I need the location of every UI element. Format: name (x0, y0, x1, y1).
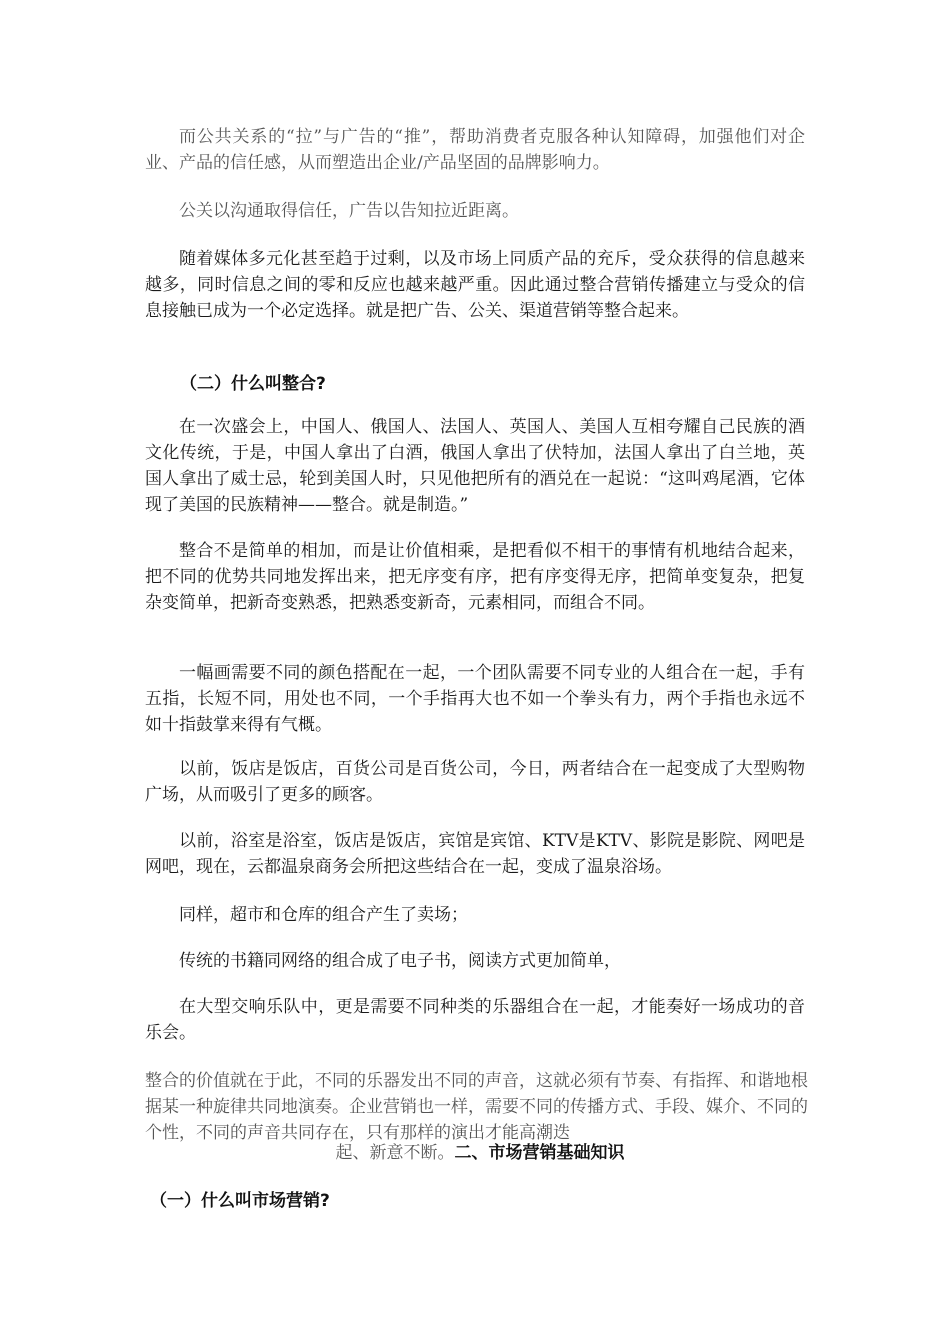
paragraph-media-diversity: 随着媒体多元化甚至趋于过剩，以及市场上同质产品的充斥，受众获得的信息越来越多，同时信息之间的零和反应也越来越严重。因此通过整合营销传播建立与受众的信息接触已成为一个必定选择。就是把广告、公关、渠道营销等整合起来。 (145, 249, 805, 321)
section-heading-what-is-integration: （二）什么叫整合? (180, 374, 326, 394)
paragraph-hot-spring: 以前，浴室是浴室，饭店是饭店，宾馆是宾馆、KTV是KTV、影院是影院、网吧是网吧，现在，云都温泉商务会所把这些结合在一起，变成了温泉浴场。 (145, 831, 805, 877)
paragraph-integration-value: 整合的价值就在于此，不同的乐器发出不同的声音，这就必须有节奏、有指挥、和谐地根据某一种旋律共同地演奏。企业营销也一样，需要不同的传播方式、手段、媒介、不同的个性，不同的声音共同存在，只有那样的演出才能高潮迭 (145, 1071, 808, 1143)
paragraph-cocktail-story: 在一次盛会上，中国人、俄国人、法国人、英国人、美国人互相夸耀自己民族的酒文化传统，于是，中国人拿出了白酒，俄国人拿出了伏特加，法国人拿出了白兰地，英国人拿出了威士忌，轮到美国人时，只见他把所有的酒兑在一起说：“这叫鸡尾酒，它体现了美国的民族精神——整合。就是制造。” (145, 417, 805, 515)
paragraph-integration-definition: 整合不是简单的相加，而是让价值相乘，是把看似不相干的事情有机地结合起来，把不同的优势共同地发挥出来，把无序变有序，把有序变得无序，把简单变复杂，把复杂变简单，把新奇变熟悉，把熟悉变新奇，元素相同，而组合不同。 (145, 541, 805, 613)
paragraph-pr-summary: 公关以沟通取得信任，广告以告知拉近距离。 (179, 201, 519, 221)
chapter-heading-marketing-basics: 二、市场营销基础知识 (454, 1143, 625, 1163)
paragraph-painting-team: 一幅画需要不同的颜色搭配在一起，一个团队需要不同专业的人组合在一起，手有五指，长短不同，用处也不同，一个手指再大也不如一个拳头有力，两个手指也永远不如十指鼓掌来得有气概。 (145, 663, 805, 735)
paragraph-integration-value-tail: 起、新意不断。 (335, 1143, 455, 1163)
paragraph-ebook: 传统的书籍同网络的组合成了电子书，阅读方式更加简单， (179, 951, 621, 971)
paragraph-pr-vs-ad: 而公共关系的“拉”与广告的“推”，帮助消费者克服各种认知障碍，加强他们对企业、产品的信任感，从而塑造出企业/产品坚固的品牌影响力。 (145, 127, 805, 173)
paragraph-supermarket: 同样，超市和仓库的组合产生了卖场； (179, 905, 468, 925)
section-heading-what-is-marketing: （一）什么叫市场营销? (150, 1191, 330, 1211)
paragraph-orchestra: 在大型交响乐队中，更是需要不同种类的乐器组合在一起，才能奏好一场成功的音乐会。 (145, 997, 805, 1043)
paragraph-shopping-mall: 以前，饭店是饭店，百货公司是百货公司，今日，两者结合在一起变成了大型购物广场，从而吸引了更多的顾客。 (145, 759, 805, 805)
paragraph-integration-value-end-line (145, 1140, 815, 1166)
